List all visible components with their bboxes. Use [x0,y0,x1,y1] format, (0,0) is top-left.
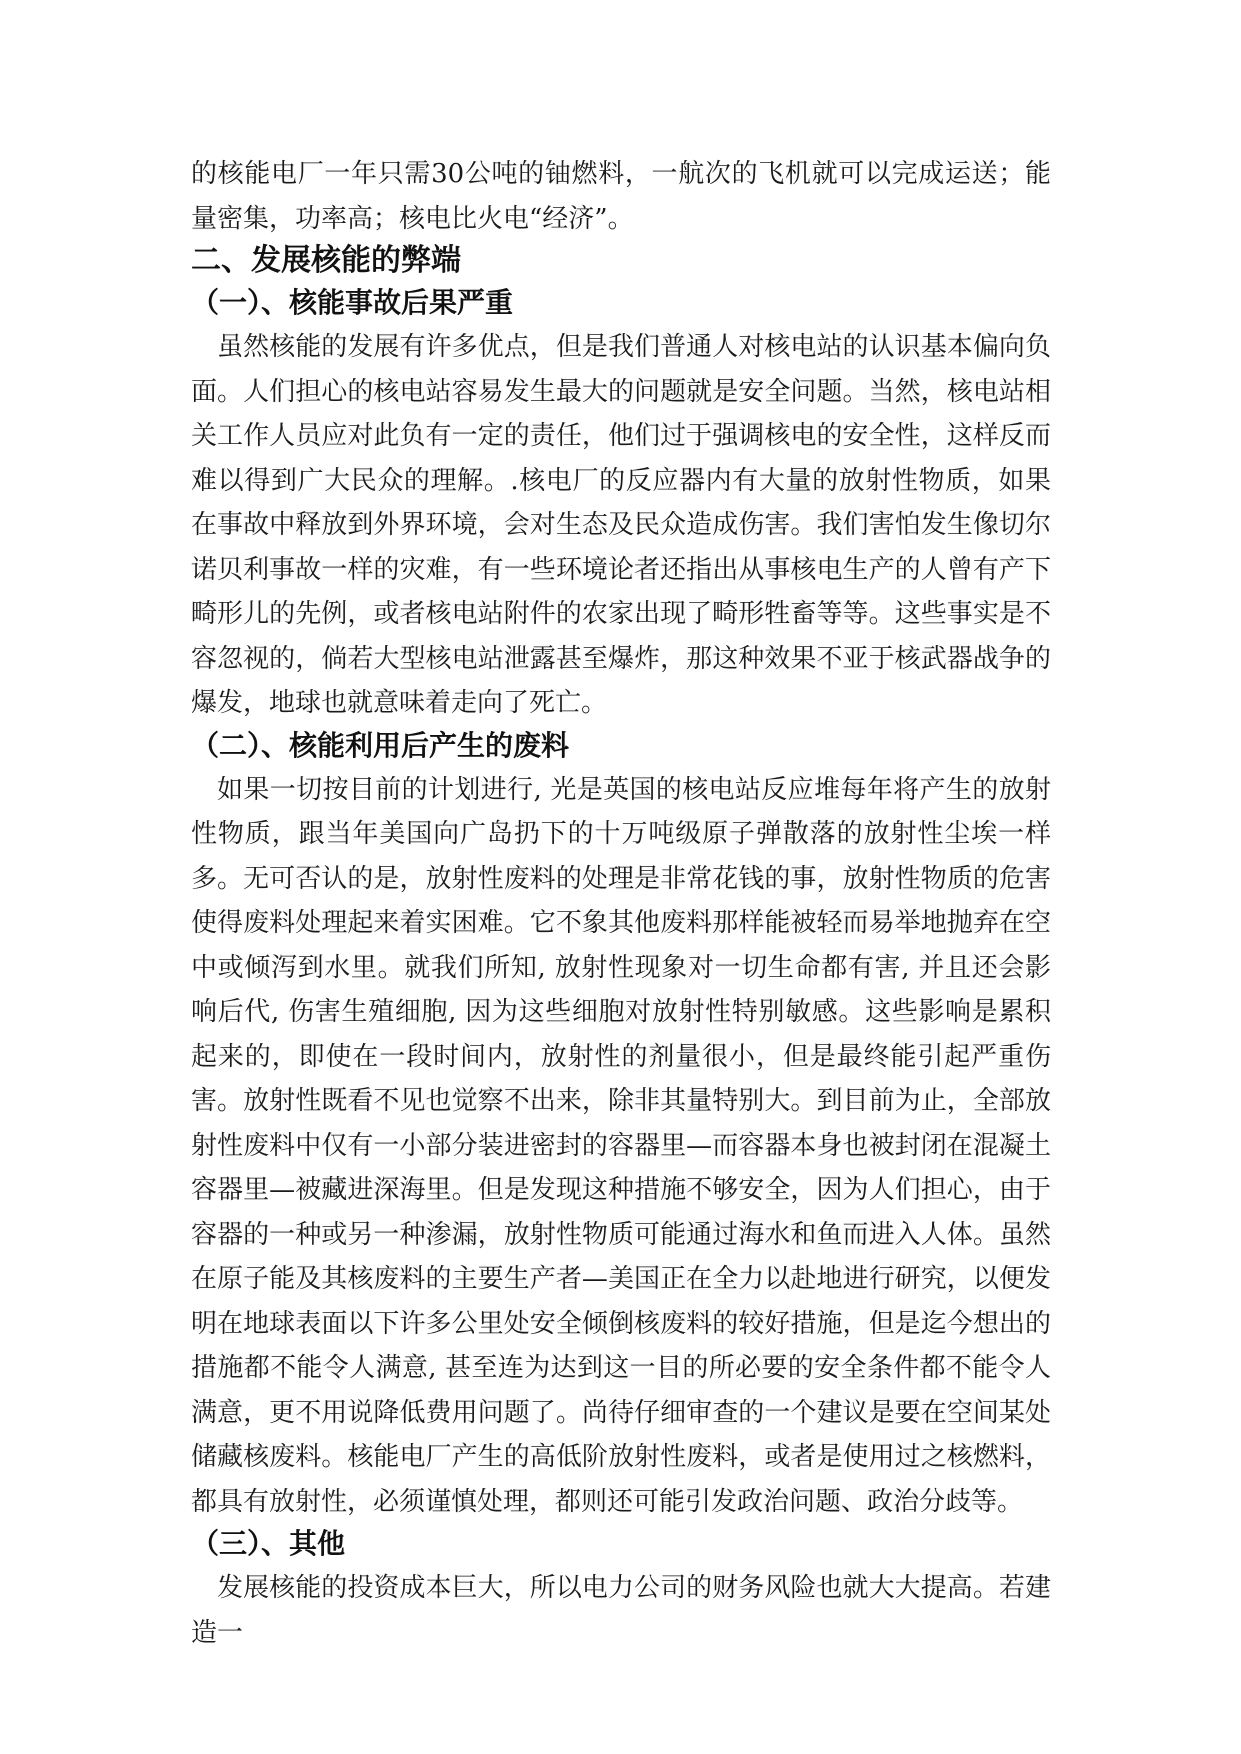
paragraph-waste-disposal: 如果一切按目前的计划进行, 光是英国的核电站反应堆每年将产生的放射性物质，跟当年美国向广岛扔下的十万吨级原子弹散落的放射性尘埃一样多。无可否认的是，放射性废料的处理是非常花钱的事，放射性物质的危害使得废料处理起来着实困难。它不象其他废料那样能被轻而易举地抛弃在空中或倾泻到水里。就我们所知, 放射性现象对一切生命都有害, 并且还会影响后代, 伤害生殖细胞, 因为这些细胞对放射性特别敏感。这些影响是累积起来的，即使在一段时间内，放射性的剂量很小，但是最终能引起严重伤害。放射性既看不见也觉察不出来，除非其量特别大。到目前为止，全部放射性废料中仅有一小部分装进密封的容器里—而容器本身也被封闭在混凝土容器里—被藏进深海里。但是发现这种措施不够安全，因为人们担心，由于容器的一种或另一种渗漏，放射性物质可能通过海水和鱼而进入人体。虽然在原子能及其核废料的主要生产者—美国正在全力以赴地进行研究，以便发明在地球表面以下许多公里处安全倾倒核废料的较好措施，但是迄今想出的措施都不能令人满意, 甚至连为达到这一目的所必要的安全条件都不能令人满意，更不用说降低费用问题了。尚待仔细审查的一个建议是要在空间某处储藏核废料。核能电厂产生的高低阶放射性废料，或者是使用过之核燃料，都具有放射性，必须谨慎处理，都则还可能引发政治问题、政治分歧等。 [191,774,1051,1517]
paragraph-continuation: 的核能电厂一年只需30公吨的铀燃料，一航次的飞机就可以完成运送；能量密集，功率高；核电比火电“经济”。 [191,159,1051,234]
subsection-heading-other: （三）、其他 [191,1527,346,1560]
paragraph-investment-cost: 发展核能的投资成本巨大，所以电力公司的财务风险也就大大提高。若建造一 [191,1573,1051,1648]
document-body [191,152,1051,1655]
subsection-heading-accident-consequences: （一）、核能事故后果严重 [191,286,514,319]
paragraph-safety-concerns: 虽然核能的发展有许多优点，但是我们普通人对核电站的认识基本偏向负面。人们担心的核电站容易发生最大的问题就是安全问题。当然，核电站相关工作人员应对此负有一定的责任，他们过于强调核电的安全性，这样反而难以得到广大民众的理解。.核电厂的反应器内有大量的放射性物质，如果在事故中释放到外界环境，会对生态及民众造成伤害。我们害怕发生像切尔诺贝利事故一样的灾难，有一些环境论者还指出从事核电生产的人曾有产下畸形儿的先例，或者核电站附件的农家出现了畸形牲畜等等。这些事实是不容忽视的，倘若大型核电站泄露甚至爆炸，那这种效果不亚于核武器战争的爆发，地球也就意味着走向了死亡。 [191,332,1051,718]
section-heading-drawbacks: 二、发展核能的弊端 [191,243,461,278]
subsection-heading-nuclear-waste: （二）、核能利用后产生的废料 [191,728,570,762]
